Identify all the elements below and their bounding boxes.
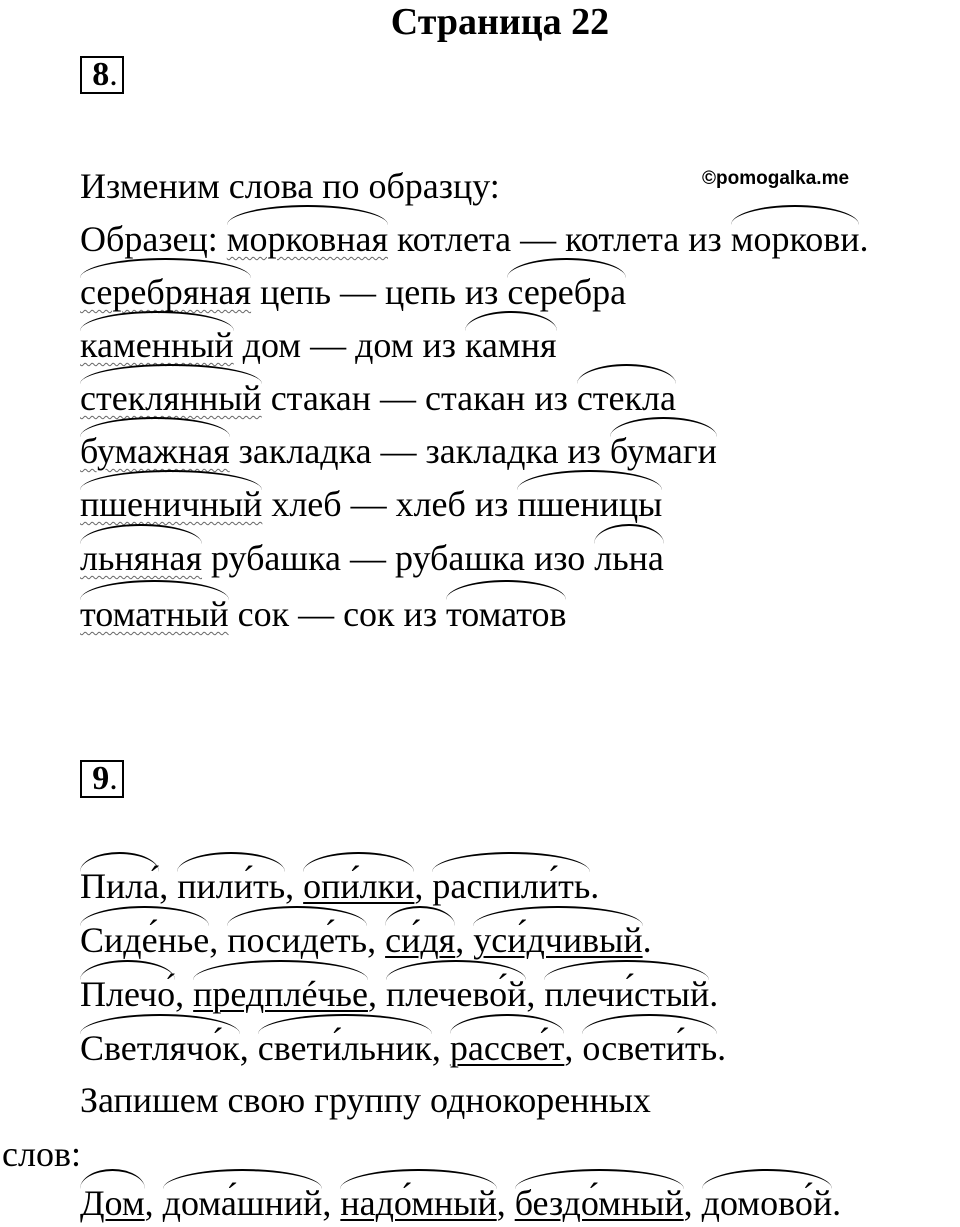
marked-word — [80, 594, 229, 634]
word-text: посиде́ть — [227, 920, 368, 960]
task8-sample: Образец: морковная котлета — котлета из моркови. — [80, 219, 868, 259]
root-arc-mark — [80, 311, 234, 331]
word-family-row: Пила́, пили́ть, опи́лки, распили́ть. — [80, 866, 599, 906]
root-arc-mark — [544, 960, 709, 980]
root-arc-mark — [80, 852, 159, 872]
sample-label: Образец: — [80, 219, 218, 259]
word-text: предплéчье — [193, 974, 368, 1014]
word-text: Дом — [80, 1183, 145, 1223]
marked-word — [517, 484, 662, 524]
root-arc-mark — [80, 580, 229, 600]
task-number-9: 9. — [80, 760, 124, 798]
word-text: домово́й — [701, 1183, 833, 1223]
word-text: 9 — [92, 760, 110, 797]
root-arc-mark — [258, 1014, 432, 1034]
root-arc-mark — [177, 852, 285, 872]
word-text: морковная — [226, 219, 389, 259]
marked-word — [702, 1183, 832, 1223]
word-text: льняная — [80, 538, 203, 578]
marked-word — [80, 920, 209, 960]
root-arc-mark — [80, 524, 202, 544]
root-arc-mark — [80, 364, 262, 384]
root-arc-mark — [386, 960, 526, 980]
word-text: дома́шний — [162, 1183, 323, 1223]
root-arc-mark — [473, 906, 642, 926]
own-word-family: Дом, дома́шний, надо́мный, бездо́мный, домово́й. — [80, 1183, 841, 1223]
marked-word — [163, 1183, 323, 1223]
root-arc-mark — [577, 364, 676, 384]
root-arc-mark — [340, 1169, 496, 1189]
word-text: каменный — [80, 325, 234, 365]
word-text: моркови — [730, 219, 860, 259]
word-text: стакан — стакан из — [270, 378, 568, 418]
marked-word — [80, 272, 251, 312]
word-text: стекла — [576, 378, 676, 418]
word-text: пшеничный — [80, 484, 263, 524]
word-text: плечи́стый — [544, 974, 710, 1014]
marked-word — [303, 866, 414, 906]
marked-word — [80, 325, 234, 365]
marked-word — [258, 1028, 432, 1068]
word-text: распили́ть — [432, 866, 591, 906]
sample-adjective — [227, 219, 388, 259]
word-text: уси́дчивый — [473, 920, 643, 960]
root-arc-mark — [227, 205, 388, 225]
word-text: дом — дом из — [242, 325, 456, 365]
note-line-continued: слов: — [2, 1134, 81, 1174]
word-text: стеклянный — [80, 378, 262, 418]
root-arc-mark — [610, 417, 717, 437]
marked-word — [577, 378, 676, 418]
root-arc-mark — [227, 906, 367, 926]
sample-noun — [731, 219, 860, 259]
root-arc-mark — [731, 205, 860, 225]
word-text: томатный — [80, 594, 229, 634]
marked-word — [340, 1183, 496, 1223]
task-number-8: 8. — [80, 56, 124, 94]
root-arc-mark — [702, 1169, 832, 1189]
word-text: льна — [594, 538, 664, 578]
pair-row — [80, 431, 717, 471]
root-arc-mark — [80, 417, 230, 437]
root-arc-mark — [385, 906, 455, 926]
marked-word — [515, 1183, 684, 1223]
pair-row — [80, 272, 626, 312]
sample-middle: котлета — котлета из — [397, 219, 722, 259]
marked-word — [80, 974, 175, 1014]
note-line: Запишем свою группу однокоренных — [80, 1080, 651, 1120]
root-arc-mark — [507, 258, 626, 278]
marked-word — [432, 866, 590, 906]
word-family-row: Плечо́, предплéчье, плечево́й, плечи́стый. — [80, 974, 718, 1014]
root-arc-mark — [80, 258, 251, 278]
root-arc-mark — [450, 1014, 564, 1034]
marked-word — [582, 1028, 717, 1068]
root-arc-mark — [193, 960, 368, 980]
root-arc-mark — [80, 906, 209, 926]
root-arc-mark — [80, 470, 262, 490]
word-text: бумажная — [80, 431, 230, 471]
marked-word — [80, 1028, 240, 1068]
word-text: камня — [464, 325, 557, 365]
word-family-row: Сиде́нье, посиде́ть, си́дя, уси́дчивый. — [80, 920, 652, 960]
pair-row — [80, 594, 566, 634]
marked-word — [446, 594, 566, 634]
word-text: освети́ть — [582, 1028, 718, 1068]
pair-row — [80, 325, 557, 365]
word-text: рубашка — рубашка изо — [211, 538, 586, 578]
marked-word — [386, 974, 526, 1014]
marked-word — [193, 974, 368, 1014]
word-text: бумаги — [609, 431, 717, 471]
root-arc-mark — [582, 1014, 717, 1034]
word-text: хлеб — хлеб из — [271, 484, 509, 524]
marked-word — [80, 431, 230, 471]
word-text: 8 — [92, 56, 110, 93]
marked-word — [80, 484, 262, 524]
word-text: Светлячо́к — [80, 1028, 240, 1068]
root-arc-mark — [594, 524, 664, 544]
root-arc-mark — [303, 852, 414, 872]
marked-word — [610, 431, 717, 471]
word-text: серебра — [507, 272, 627, 312]
word-text: закладка — закладка из — [238, 431, 601, 471]
marked-word — [465, 325, 557, 365]
marked-word — [177, 866, 285, 906]
root-arc-mark — [515, 1169, 684, 1189]
word-text: плечево́й — [385, 974, 527, 1014]
marked-word — [80, 866, 159, 906]
word-text: опи́лки — [303, 866, 415, 906]
word-text: надо́мный — [340, 1183, 497, 1223]
root-arc-mark — [446, 580, 566, 600]
word-text: рассве́т — [449, 1028, 565, 1068]
root-arc-mark — [80, 1014, 240, 1034]
marked-word — [544, 974, 709, 1014]
root-arc-mark — [80, 1169, 145, 1189]
marked-word — [507, 272, 626, 312]
word-text: Плечо́ — [80, 974, 176, 1014]
marked-word — [385, 920, 455, 960]
word-text: бездо́мный — [514, 1183, 684, 1223]
root-arc-mark — [163, 1169, 323, 1189]
pair-row — [80, 538, 664, 578]
marked-word — [473, 920, 642, 960]
word-text: серебряная — [80, 272, 252, 312]
watermark: ©pomogalka.me — [702, 168, 850, 189]
marked-word — [450, 1028, 564, 1068]
word-text: пшеницы — [517, 484, 663, 524]
word-family-row: Светлячо́к, свети́льник, рассве́т, освети́ть. — [80, 1028, 726, 1068]
marked-word — [80, 1183, 145, 1223]
word-text: Пила́ — [80, 866, 160, 906]
pair-row — [80, 378, 676, 418]
word-text: свети́льник — [257, 1028, 432, 1068]
page-title: Страница 22 — [390, 1, 610, 43]
word-text: пили́ть — [177, 866, 286, 906]
task8-intro: Изменим слова по образцу: — [80, 166, 500, 206]
word-text: си́дя — [385, 920, 456, 960]
root-arc-mark — [517, 470, 662, 490]
marked-word — [80, 378, 262, 418]
marked-word — [594, 538, 664, 578]
marked-word — [227, 920, 367, 960]
marked-word — [80, 538, 202, 578]
root-arc-mark — [80, 960, 175, 980]
word-text: Сиде́нье — [80, 920, 210, 960]
word-text: сок — сок из — [237, 594, 438, 634]
root-arc-mark — [465, 311, 557, 331]
root-arc-mark — [432, 852, 590, 872]
word-text: цепь — цепь из — [260, 272, 499, 312]
pair-row — [80, 484, 662, 524]
word-text: томатов — [446, 594, 567, 634]
